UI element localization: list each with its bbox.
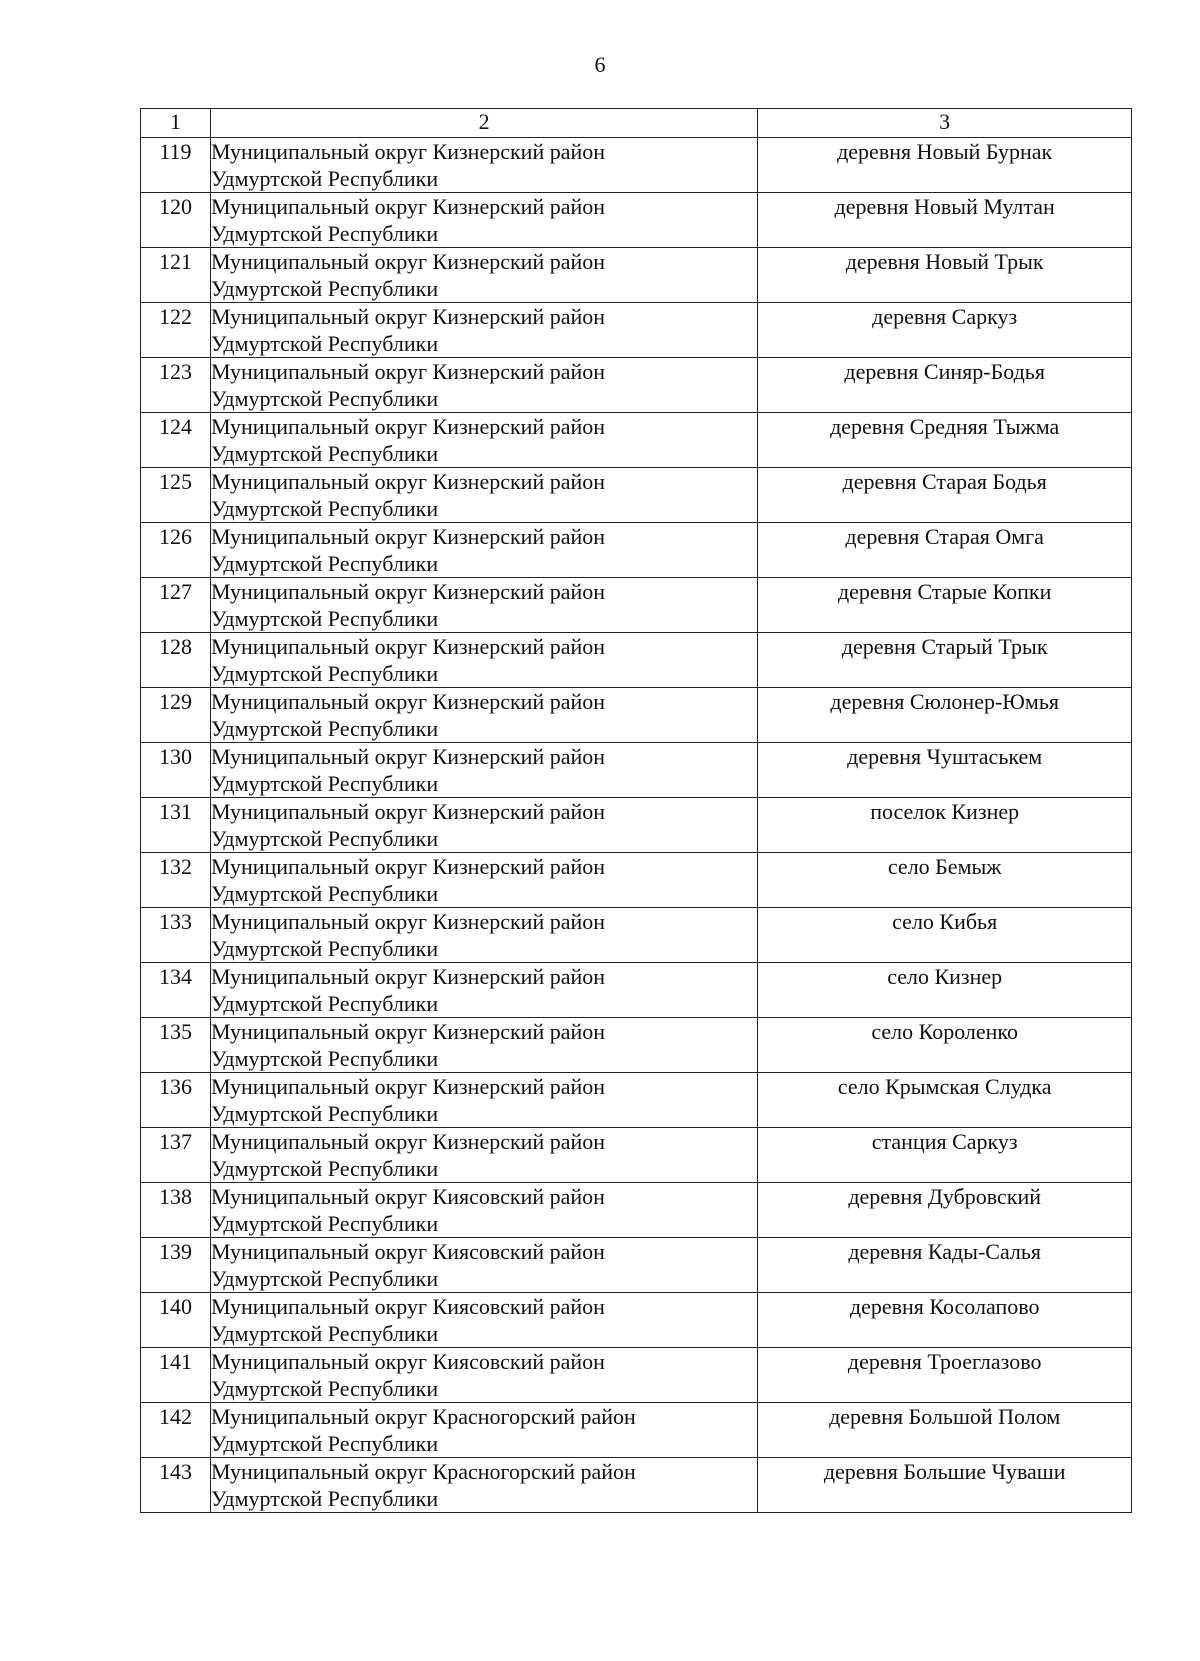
- settlement-cell: деревня Старая Бодья: [758, 468, 1132, 523]
- settlement-cell: деревня Кады-Салья: [758, 1238, 1132, 1293]
- district-name-line: Муниципальный округ Кизнерский район: [210, 689, 606, 714]
- republic-name-line: Удмуртской Республики: [210, 496, 439, 521]
- republic-name-line: Удмуртской Республики: [210, 1376, 439, 1401]
- district-cell: [210, 523, 757, 578]
- district-cell: [210, 1128, 757, 1183]
- district-cell: [210, 303, 757, 358]
- settlement-cell: деревня Косолапово: [758, 1293, 1132, 1348]
- republic-name-line: Удмуртской Республики: [210, 991, 439, 1016]
- republic-name-line: Удмуртской Республики: [210, 771, 439, 796]
- district-cell: [210, 963, 757, 1018]
- district-cell: [210, 138, 757, 193]
- table-row: [141, 578, 1132, 633]
- district-cell: [210, 468, 757, 523]
- table-row: [141, 413, 1132, 468]
- district-name-line: Муниципальный округ Красногорский район: [210, 1459, 636, 1484]
- table-row: [141, 1403, 1132, 1458]
- row-number: 119: [141, 138, 211, 193]
- district-cell: [210, 1348, 757, 1403]
- table-row: [141, 1238, 1132, 1293]
- republic-name-line: Удмуртской Республики: [210, 716, 439, 741]
- row-number: 121: [141, 248, 211, 303]
- settlements-table: [140, 108, 1132, 1513]
- table-row: [141, 1018, 1132, 1073]
- table-body: [141, 138, 1132, 1513]
- district-cell: [210, 578, 757, 633]
- republic-name-line: Удмуртской Республики: [210, 881, 439, 906]
- district-name-line: Муниципальный округ Красногорский район: [210, 1404, 636, 1429]
- district-name-line: Муниципальный округ Кизнерский район: [210, 909, 606, 934]
- district-cell: [210, 798, 757, 853]
- table-row: [141, 193, 1132, 248]
- district-cell: [210, 853, 757, 908]
- district-cell: [210, 1238, 757, 1293]
- row-number: 143: [141, 1458, 211, 1513]
- row-number: 139: [141, 1238, 211, 1293]
- district-name-line: Муниципальный округ Киясовский район: [210, 1184, 605, 1209]
- table-row: [141, 633, 1132, 688]
- district-name-line: Муниципальный округ Кизнерский район: [210, 634, 606, 659]
- settlement-cell: станция Саркуз: [758, 1128, 1132, 1183]
- district-cell: [210, 1073, 757, 1128]
- table-row: [141, 468, 1132, 523]
- table-row: [141, 1458, 1132, 1513]
- row-number: 138: [141, 1183, 211, 1238]
- republic-name-line: Удмуртской Республики: [210, 166, 439, 191]
- settlement-cell: деревня Большой Полом: [758, 1403, 1132, 1458]
- district-cell: [210, 248, 757, 303]
- table-row: [141, 798, 1132, 853]
- settlement-cell: деревня Большие Чуваши: [758, 1458, 1132, 1513]
- republic-name-line: Удмуртской Республики: [210, 1101, 439, 1126]
- row-number: 140: [141, 1293, 211, 1348]
- table-row: [141, 853, 1132, 908]
- settlement-cell: деревня Сюлонер-Юмья: [758, 688, 1132, 743]
- district-name-line: Муниципальный округ Кизнерский район: [210, 249, 606, 274]
- table-row: [141, 248, 1132, 303]
- settlement-cell: деревня Новый Мултан: [758, 193, 1132, 248]
- settlement-cell: деревня Старая Омга: [758, 523, 1132, 578]
- page-number: 6: [594, 52, 606, 77]
- district-cell: [210, 633, 757, 688]
- district-name-line: Муниципальный округ Кизнерский район: [210, 1019, 606, 1044]
- republic-name-line: Удмуртской Республики: [210, 661, 439, 686]
- district-cell: [210, 743, 757, 798]
- district-cell: [210, 193, 757, 248]
- row-number: 137: [141, 1128, 211, 1183]
- republic-name-line: Удмуртской Республики: [210, 1266, 439, 1291]
- settlement-cell: деревня Новый Бурнак: [758, 138, 1132, 193]
- table-row: [141, 138, 1132, 193]
- republic-name-line: Удмуртской Республики: [210, 606, 439, 631]
- row-number: 131: [141, 798, 211, 853]
- settlement-cell: деревня Дубровский: [758, 1183, 1132, 1238]
- table-header-row: [141, 109, 1132, 138]
- settlement-cell: поселок Кизнер: [758, 798, 1132, 853]
- settlement-cell: деревня Новый Трык: [758, 248, 1132, 303]
- row-number: 120: [141, 193, 211, 248]
- republic-name-line: Удмуртской Республики: [210, 936, 439, 961]
- table-row: [141, 303, 1132, 358]
- republic-name-line: Удмуртской Республики: [210, 276, 439, 301]
- republic-name-line: Удмуртской Республики: [210, 1046, 439, 1071]
- settlement-cell: село Короленко: [758, 1018, 1132, 1073]
- republic-name-line: Удмуртской Республики: [210, 1211, 439, 1236]
- settlement-cell: деревня Троеглазово: [758, 1348, 1132, 1403]
- settlement-cell: деревня Чуштаськем: [758, 743, 1132, 798]
- republic-name-line: Удмуртской Республики: [210, 1321, 439, 1346]
- table-row: [141, 1128, 1132, 1183]
- row-number: 125: [141, 468, 211, 523]
- row-number: 142: [141, 1403, 211, 1458]
- row-number: 122: [141, 303, 211, 358]
- district-cell: [210, 1018, 757, 1073]
- settlement-cell: деревня Старые Копки: [758, 578, 1132, 633]
- district-name-line: Муниципальный округ Кизнерский район: [210, 1074, 606, 1099]
- district-name-line: Муниципальный округ Кизнерский район: [210, 194, 606, 219]
- row-number: 134: [141, 963, 211, 1018]
- settlement-cell: деревня Средняя Тыжма: [758, 413, 1132, 468]
- table-row: [141, 1348, 1132, 1403]
- row-number: 128: [141, 633, 211, 688]
- republic-name-line: Удмуртской Республики: [210, 221, 439, 246]
- district-name-line: Муниципальный округ Кизнерский район: [210, 854, 606, 879]
- table-row: [141, 1073, 1132, 1128]
- row-number: 141: [141, 1348, 211, 1403]
- district-name-line: Муниципальный округ Кизнерский район: [210, 524, 606, 549]
- settlement-cell: село Кизнер: [758, 963, 1132, 1018]
- row-number: 126: [141, 523, 211, 578]
- settlement-cell: деревня Саркуз: [758, 303, 1132, 358]
- district-name-line: Муниципальный округ Киясовский район: [210, 1239, 605, 1264]
- district-cell: [210, 1458, 757, 1513]
- row-number: 135: [141, 1018, 211, 1073]
- district-name-line: Муниципальный округ Кизнерский район: [210, 304, 606, 329]
- row-number: 124: [141, 413, 211, 468]
- republic-name-line: Удмуртской Республики: [210, 331, 439, 356]
- row-number: 132: [141, 853, 211, 908]
- settlement-cell: село Бемыж: [758, 853, 1132, 908]
- district-cell: [210, 413, 757, 468]
- republic-name-line: Удмуртской Республики: [210, 826, 439, 851]
- district-name-line: Муниципальный округ Киясовский район: [210, 1294, 605, 1319]
- district-cell: [210, 358, 757, 413]
- settlement-cell: село Кибья: [758, 908, 1132, 963]
- column-header-district: 2: [210, 109, 757, 138]
- table-row: [141, 358, 1132, 413]
- row-number: 133: [141, 908, 211, 963]
- district-name-line: Муниципальный округ Кизнерский район: [210, 579, 606, 604]
- settlement-cell: село Крымская Слудка: [758, 1073, 1132, 1128]
- district-name-line: Муниципальный округ Кизнерский район: [210, 1129, 606, 1154]
- district-name-line: Муниципальный округ Кизнерский район: [210, 359, 606, 384]
- table-row: [141, 1183, 1132, 1238]
- table-row: [141, 743, 1132, 798]
- row-number: 127: [141, 578, 211, 633]
- district-cell: [210, 1183, 757, 1238]
- district-name-line: Муниципальный округ Кизнерский район: [210, 414, 606, 439]
- district-cell: [210, 688, 757, 743]
- settlement-cell: деревня Старый Трык: [758, 633, 1132, 688]
- district-name-line: Муниципальный округ Киясовский район: [210, 1349, 605, 1374]
- row-number: 123: [141, 358, 211, 413]
- row-number: 129: [141, 688, 211, 743]
- district-cell: [210, 1403, 757, 1458]
- district-cell: [210, 1293, 757, 1348]
- republic-name-line: Удмуртской Республики: [210, 386, 439, 411]
- table-row: [141, 908, 1132, 963]
- row-number: 130: [141, 743, 211, 798]
- republic-name-line: Удмуртской Республики: [210, 551, 439, 576]
- republic-name-line: Удмуртской Республики: [210, 1156, 439, 1181]
- column-header-number: 1: [141, 109, 211, 138]
- district-name-line: Муниципальный округ Кизнерский район: [210, 799, 606, 824]
- republic-name-line: Удмуртской Республики: [210, 1486, 439, 1511]
- republic-name-line: Удмуртской Республики: [210, 1431, 439, 1456]
- table-row: [141, 523, 1132, 578]
- row-number: 136: [141, 1073, 211, 1128]
- table-row: [141, 963, 1132, 1018]
- column-header-settlement: 3: [758, 109, 1132, 138]
- republic-name-line: Удмуртской Республики: [210, 441, 439, 466]
- district-name-line: Муниципальный округ Кизнерский район: [210, 469, 606, 494]
- table-row: [141, 688, 1132, 743]
- district-name-line: Муниципальный округ Кизнерский район: [210, 139, 606, 164]
- settlement-cell: деревня Синяр-Бодья: [758, 358, 1132, 413]
- district-name-line: Муниципальный округ Кизнерский район: [210, 744, 606, 769]
- district-name-line: Муниципальный округ Кизнерский район: [210, 964, 606, 989]
- district-cell: [210, 908, 757, 963]
- table-row: [141, 1293, 1132, 1348]
